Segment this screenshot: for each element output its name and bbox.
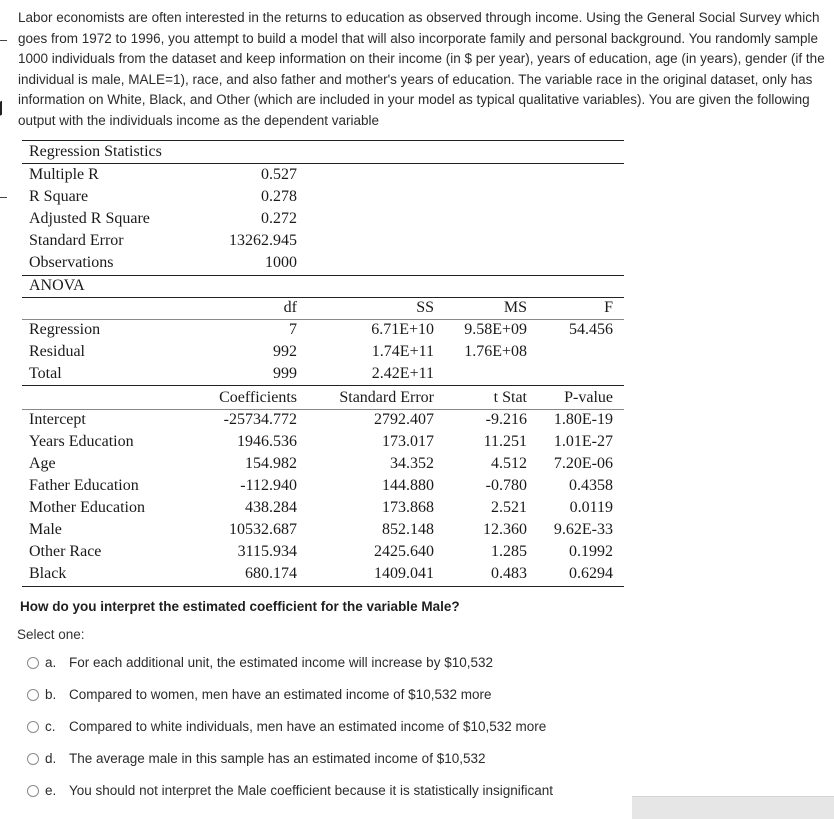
margin-bracket — [0, 98, 6, 115]
coefficient-row — [22, 519, 624, 541]
p-value: 7.20E-06 — [553, 455, 613, 472]
coefficient-value: 3115.934 — [237, 543, 297, 560]
stat-label: Standard Error — [29, 232, 124, 249]
column-header-ms: MS — [503, 299, 527, 316]
column-header-ss: SS — [416, 299, 434, 316]
stat-row — [22, 230, 624, 252]
standard-error-value: 173.868 — [382, 499, 434, 516]
anova-ms: 9.58E+09 — [464, 321, 527, 338]
margin-tick — [0, 40, 7, 41]
stat-row — [22, 208, 624, 230]
standard-error-value: 2792.407 — [374, 411, 434, 428]
coefficient-value: -112.940 — [240, 477, 297, 494]
variable-label: Father Education — [29, 477, 139, 494]
question-text: Labor economists are often interested in the returns to education as observed through income. Using the General Social Survey which goes from 1972 to 1996, you attempt to build a model that will also incorporate family and personal background. You randomly sample 1000 individuals from the dataset and keep information on their income (in $ per year), years of education, age (in years), gender (if the individual is male, MALE=1), race, and also father and mother's years of education. The variable race in the original dataset, only has information on White, Black, and Other (which are included in your model as typical qualitative variables). You are given the following output with the individuals income as the dependent variable — [18, 10, 825, 128]
coefficients-column-headers — [22, 387, 624, 409]
radio-button[interactable] — [27, 657, 39, 669]
anova-df: 999 — [273, 365, 297, 382]
coefficient-value: 1946.536 — [237, 433, 297, 450]
p-value: 0.0119 — [569, 499, 613, 516]
anova-df: 992 — [273, 343, 297, 360]
anova-ss: 6.71E+10 — [371, 321, 434, 338]
option-text[interactable]: Compared to women, men have an estimated income of $10,532 more — [69, 687, 492, 702]
option-text[interactable]: For each additional unit, the estimated income will increase by $10,532 — [69, 655, 493, 670]
variable-label: Black — [29, 565, 67, 582]
t-stat-value: 11.251 — [483, 433, 527, 450]
standard-error-value: 852.148 — [382, 521, 434, 538]
stat-row — [22, 186, 624, 208]
coefficient-value: 154.982 — [245, 455, 297, 472]
t-stat-value: 12.360 — [483, 521, 527, 538]
p-value: 0.4358 — [569, 477, 613, 494]
column-header-standard-error: Standard Error — [339, 389, 434, 406]
stat-row — [22, 164, 624, 186]
stat-value: 1000 — [265, 254, 297, 271]
anova-f: 54.456 — [569, 321, 613, 338]
option-letter: d. — [45, 751, 57, 766]
bottom-panel-edge — [632, 796, 834, 819]
t-stat-value: -0.780 — [485, 477, 527, 494]
option-letter: b. — [45, 687, 57, 702]
radio-button[interactable] — [27, 721, 39, 733]
anova-header — [22, 275, 624, 297]
standard-error-value: 144.880 — [382, 477, 434, 494]
anova-ss: 2.42E+11 — [371, 365, 434, 382]
coefficient-value: 10532.687 — [229, 521, 297, 538]
t-stat-value: 2.521 — [491, 499, 527, 516]
standard-error-value: 173.017 — [382, 433, 434, 450]
t-stat-value: 1.285 — [491, 543, 527, 560]
left-margin-marks — [0, 0, 8, 818]
p-value: 9.62E-33 — [553, 521, 613, 538]
coefficient-row — [22, 563, 624, 585]
stat-value: 0.272 — [261, 210, 297, 227]
t-stat-value: 0.483 — [491, 565, 527, 582]
standard-error-value: 34.352 — [390, 455, 434, 472]
option-text[interactable]: You should not interpret the Male coefficient because it is statistically insignificant — [69, 783, 554, 798]
column-header-df: df — [283, 299, 297, 316]
anova-label: Total — [29, 365, 62, 382]
t-stat-value: -9.216 — [485, 411, 527, 428]
variable-label: Years Education — [29, 433, 134, 450]
p-value: 1.80E-19 — [553, 411, 613, 428]
coefficient-value: -25734.772 — [223, 411, 297, 428]
coefficient-value: 438.284 — [245, 499, 297, 516]
column-header-t-stat: t Stat — [493, 389, 527, 406]
anova-row — [22, 319, 624, 341]
variable-label: Age — [29, 455, 56, 472]
stat-label: Observations — [29, 254, 114, 271]
stat-row — [22, 252, 624, 274]
option-letter: e. — [45, 783, 57, 798]
standard-error-value: 1409.041 — [374, 565, 434, 582]
coefficient-row — [22, 475, 624, 497]
stat-value: 13262.945 — [229, 232, 297, 249]
t-stat-value: 4.512 — [491, 455, 527, 472]
select-one-label: Select one: — [17, 627, 85, 642]
regression-statistics-header — [22, 141, 624, 163]
radio-button[interactable] — [27, 753, 39, 765]
anova-label: Residual — [29, 343, 85, 360]
column-header-coefficients: Coefficients — [219, 389, 297, 406]
column-header-f: F — [604, 299, 613, 316]
anova-label: Regression — [29, 321, 101, 338]
section-title: ANOVA — [29, 277, 85, 294]
p-value: 0.1992 — [569, 543, 613, 560]
variable-label: Mother Education — [29, 499, 145, 516]
option-letter: c. — [45, 719, 56, 734]
stat-label: R Square — [29, 188, 89, 205]
radio-button[interactable] — [27, 785, 39, 797]
column-header-p-value: P-value — [564, 389, 613, 406]
p-value: 0.6294 — [569, 565, 613, 582]
margin-tick — [0, 197, 7, 198]
p-value: 1.01E-27 — [553, 433, 613, 450]
stat-label: Multiple R — [29, 166, 99, 183]
variable-label: Intercept — [29, 411, 86, 428]
option-letter: a. — [45, 655, 57, 670]
variable-label: Other Race — [29, 543, 102, 560]
coefficient-row — [22, 431, 624, 453]
section-title: Regression Statistics — [29, 143, 162, 160]
table-rule — [22, 385, 624, 386]
table-rule — [22, 586, 624, 587]
coefficient-value: 680.174 — [245, 565, 297, 582]
option-text[interactable]: The average male in this sample has an estimated income of $10,532 — [69, 751, 486, 766]
standard-error-value: 2425.640 — [374, 543, 434, 560]
anova-df: 7 — [289, 321, 297, 338]
coefficient-row — [22, 497, 624, 519]
variable-label: Male — [29, 521, 62, 538]
anova-row — [22, 363, 624, 385]
stat-label: Adjusted R Square — [29, 210, 150, 227]
option-text[interactable]: Compared to white individuals, men have an estimated income of $10,532 more — [69, 719, 547, 734]
anova-ms: 1.76E+08 — [464, 343, 527, 360]
coefficient-row — [22, 409, 624, 431]
anova-row — [22, 341, 624, 363]
stat-value: 0.527 — [261, 166, 297, 183]
question-prompt: How do you interpret the estimated coefficient for the variable Male? — [20, 599, 460, 614]
coefficient-row — [22, 453, 624, 475]
stat-value: 0.278 — [261, 188, 297, 205]
coefficient-row — [22, 541, 624, 563]
anova-ss: 1.74E+11 — [371, 343, 434, 360]
radio-button[interactable] — [27, 689, 39, 701]
anova-column-headers — [22, 297, 624, 319]
